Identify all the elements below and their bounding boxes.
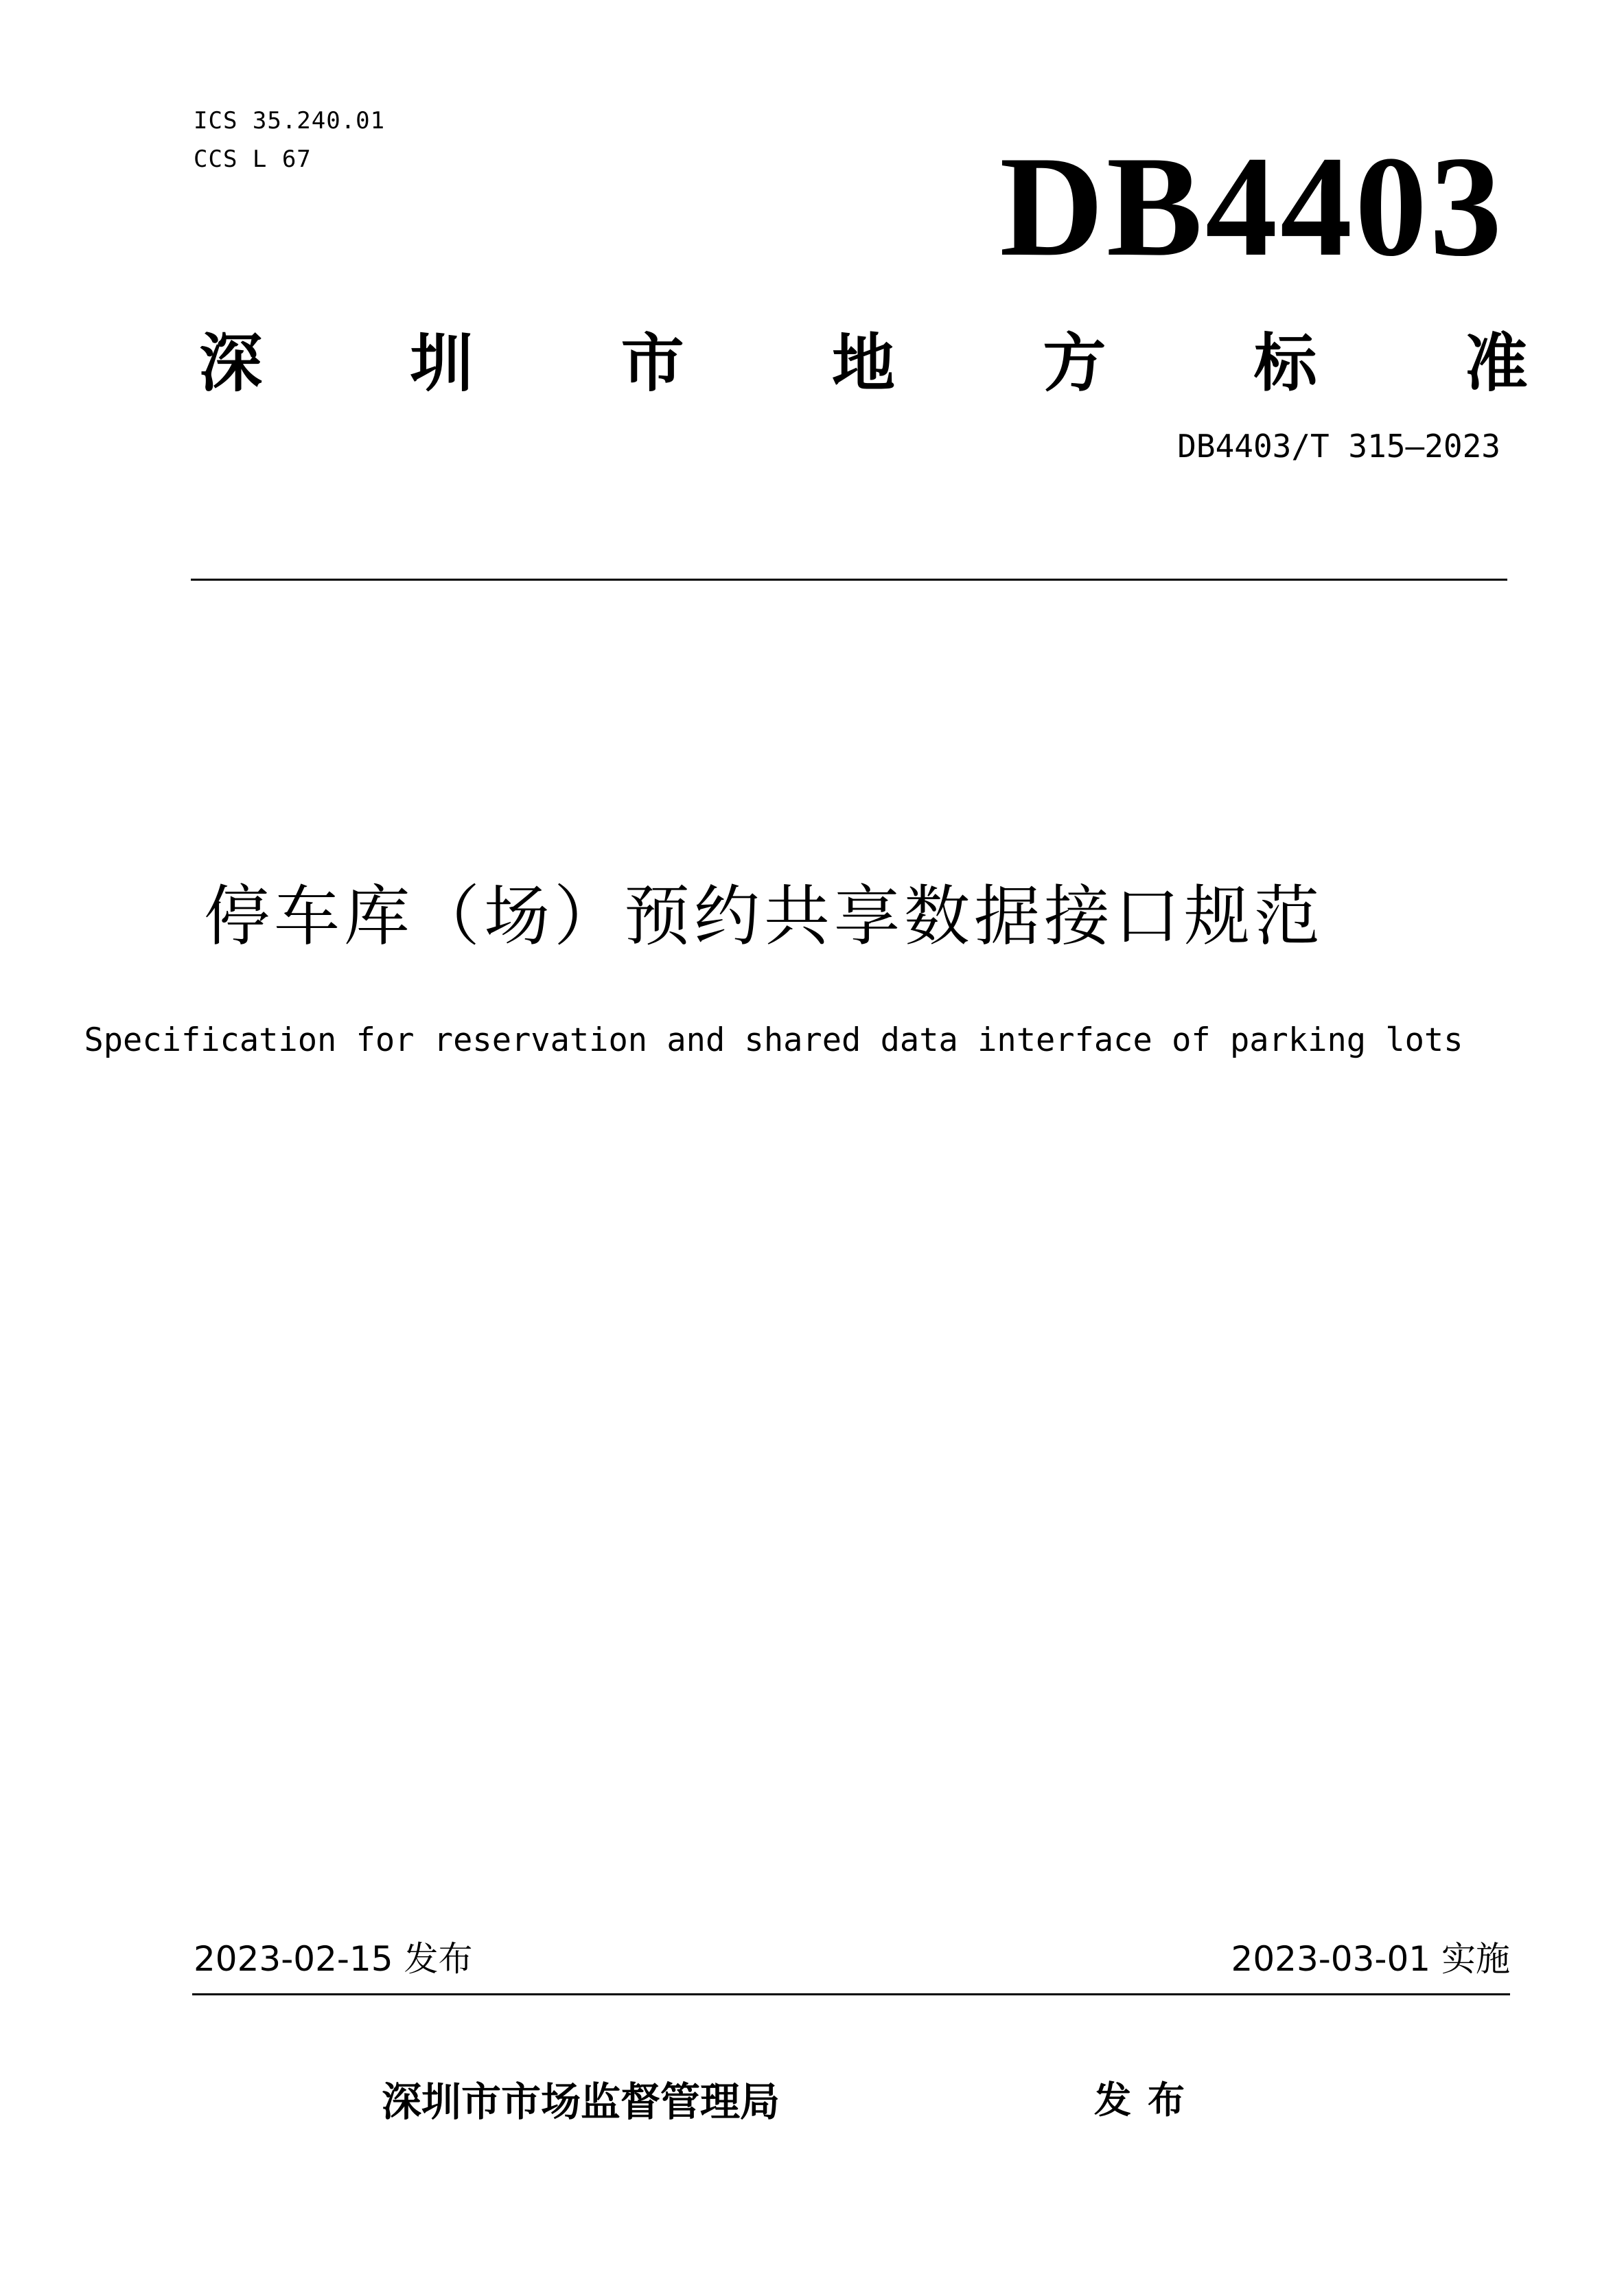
issuing-authority: 深圳市市场监督管理局: [382, 2078, 780, 2125]
issue-label: 发布: [1094, 2078, 1201, 2122]
standard-type-char: 标: [1253, 327, 1317, 400]
standard-number: DB4403/T 315—2023: [1177, 428, 1500, 465]
classification-codes: [194, 102, 385, 178]
ics-code: ICS 35.240.01: [194, 107, 386, 135]
publish-date: 2023-02-15 发布: [194, 1939, 473, 1979]
ccs-code: CCS L 67: [194, 146, 312, 173]
document-title-chinese: 停车库（场）预约共享数据接口规范: [204, 878, 1324, 955]
top-divider: [191, 579, 1507, 581]
standard-type-char: 市: [620, 327, 684, 400]
bottom-divider: [192, 1993, 1510, 1995]
standard-type-heading: [199, 317, 1528, 399]
standard-type-char: 深: [199, 327, 263, 400]
standard-type-char: 准: [1464, 327, 1528, 400]
standard-type-char: 圳: [410, 327, 474, 400]
standard-prefix-logo: DB4403: [999, 127, 1505, 286]
implement-date: 2023-03-01 实施: [1231, 1939, 1510, 1979]
standard-type-char: 地: [831, 327, 895, 400]
standard-type-char: 方: [1043, 327, 1106, 400]
document-title-english: Specification for reservation and shared data interface of parking lots: [84, 1021, 1463, 1059]
